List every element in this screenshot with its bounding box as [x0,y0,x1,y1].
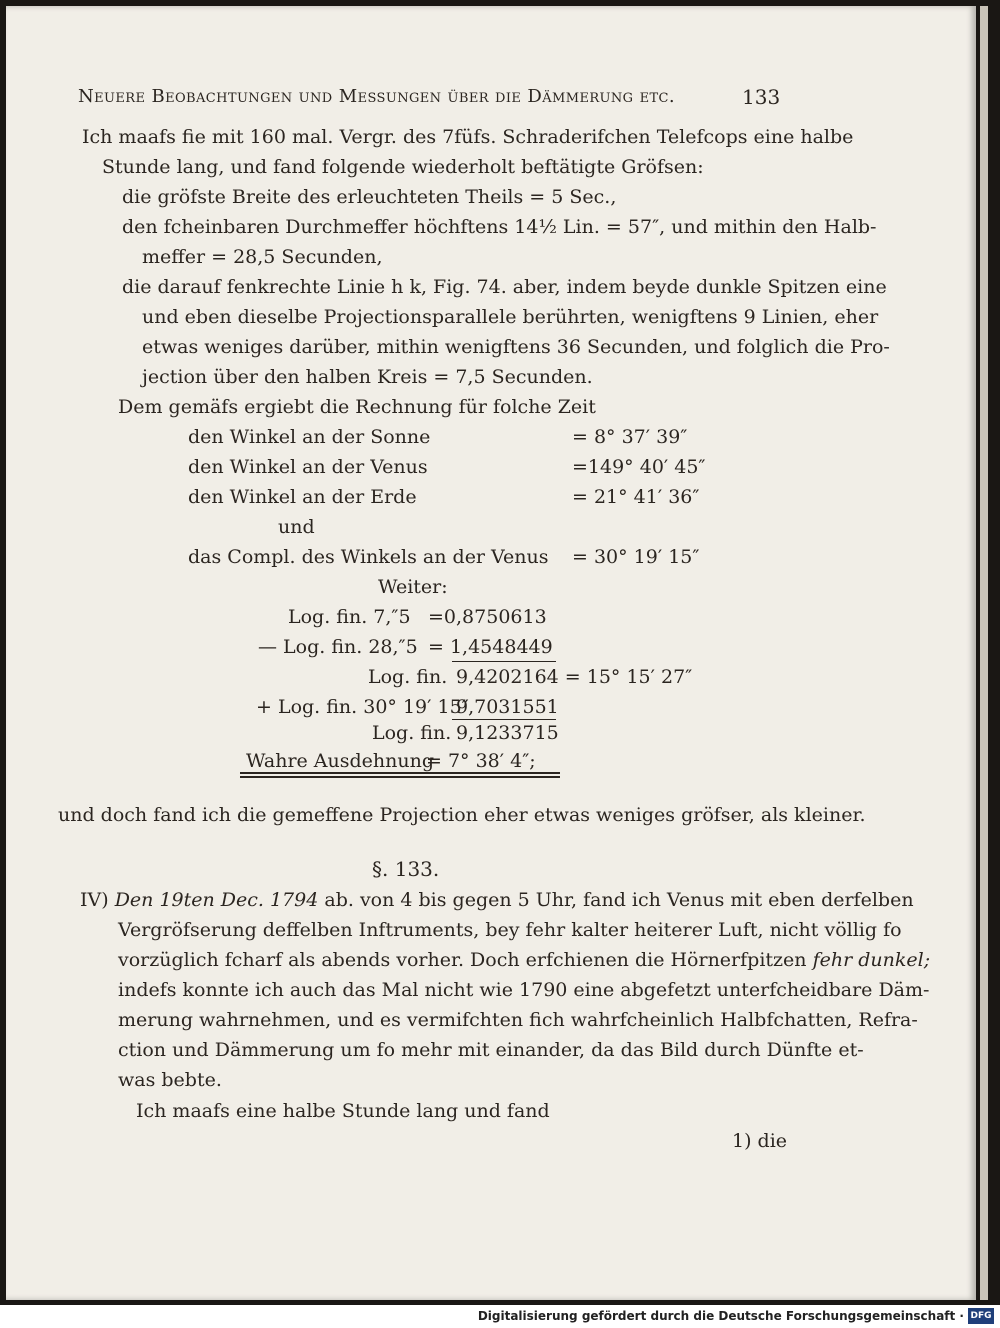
iv-line-1 [80,889,914,911]
angle-label: den Winkel an der Sonne [188,426,431,448]
item-line: die darauf fenkrechte Linie h k, Fig. 74. aber, indem beyde dunkle Spitzen eine [122,276,887,298]
log-label: — Log. fin. 28,″5 [258,636,418,658]
footer-text: Digitalisierung gefördert durch die Deutsche Forschungsgemeinschaft · [477,1309,964,1323]
angle-value: = 8° 37′ 39″ [572,426,688,448]
book-page [6,6,976,1300]
log-value: = 1,4548449 [428,636,553,658]
intro-line-1: Ich maafs fie mit 160 mal. Vergr. des 7füfs. Schraderifchen Telefcops eine halbe [82,126,854,148]
iv-date: Den 19ten Dec. 1794 [114,889,319,911]
page-number: 133 [742,85,781,109]
item-line: etwas weniges darüber, mithin wenigftens 36 Secunden, und folglich die Pro- [142,336,890,358]
log-value: = 7° 38′ 4″; [426,750,536,772]
angle-label: den Winkel an der Erde [188,486,417,508]
iv-line: Vergröfserung deffelben Inftruments, bey fehr kalter heiterer Luft, nicht völlig fo [118,919,902,941]
log-value: 9,4202164 = 15° 15′ 27″ [456,666,693,688]
iv-line: indefs konnte ich auch das Mal nicht wie 1790 eine abgefetzt unterfcheidbare Däm- [118,979,930,1001]
log-label: Wahre Ausdehnung [246,750,435,772]
final-line: Ich maafs eine halbe Stunde lang und fand [136,1100,550,1122]
log-label: + Log. fin. 30° 19′ 15″ [256,696,469,718]
item-line: meffer = 28,5 Secunden, [142,246,383,268]
log-label: Log. fin. 7,″5 [288,606,411,628]
sum-rule [452,719,556,720]
iv-line: was bebte. [118,1069,222,1091]
angle-label: und [278,516,315,538]
intro-line-2: Stunde lang, und fand folgende wiederholt beftätigte Gröfsen: [102,156,704,178]
dfg-logo-icon: DFG [968,1308,994,1324]
iv-line: merung wahrnehmen, und es vermifchten fich wahrfcheinlich Halbfchatten, Refra- [118,1009,918,1031]
angle-label: den Winkel an der Venus [188,456,428,478]
item-line: die gröfste Breite des erleuchteten Theils = 5 Sec., [122,186,617,208]
section-heading: §. 133. [372,857,440,881]
angle-value: = 21° 41′ 36″ [572,486,700,508]
log-label: Log. fin. [372,722,452,744]
iv-line: ction und Dämmerung um fo mehr mit einander, da das Bild durch Dünfte et- [118,1039,864,1061]
item-line: und eben dieselbe Projectionsparallele berührten, wenigftens 9 Linien, eher [142,306,879,328]
page-edge [980,6,988,1300]
iv-line [118,949,930,971]
angle-value: = 30° 19′ 15″ [572,546,700,568]
item-line: jection über den halben Kreis = 7,5 Secunden. [142,366,593,388]
double-rule-top [240,772,560,774]
iv-line-1-rest: ab. von 4 bis gegen 5 Uhr, fand ich Venus mit eben derfelben [324,889,914,911]
conclusion: und doch fand ich die gemeffene Projection eher etwas weniges gröfser, als kleiner. [58,804,866,826]
iv-line-text: vorzüglich fcharf als abends vorher. Doch erfchienen die Hörnerfpitzen [118,949,807,971]
calc-intro: Dem gemäfs ergiebt die Rechnung für folche Zeit [118,396,596,418]
iv-italic-phrase: fehr dunkel; [812,949,931,971]
weiter-heading: Weiter: [378,576,448,598]
iv-prefix: IV) [80,889,109,911]
log-value: =0,8750613 [428,606,547,628]
catchword: 1) die [732,1130,788,1152]
angle-label: das Compl. des Winkels an der Venus [188,546,549,568]
sum-rule [452,661,556,662]
log-value: 9,1233715 [456,722,559,744]
log-value: 9,7031551 [456,696,559,718]
item-line: den fcheinbaren Durchmeffer höchftens 14½ Lin. = 57″, und mithin den Halb- [122,216,877,238]
double-rule-bottom [240,776,560,778]
angle-value: =149° 40′ 45″ [572,456,706,478]
digitization-footer [0,1305,1000,1328]
log-label: Log. fin. [368,666,448,688]
running-header: Neuere Beobachtungen und Messungen über die Dämmerung etc. [78,86,676,107]
